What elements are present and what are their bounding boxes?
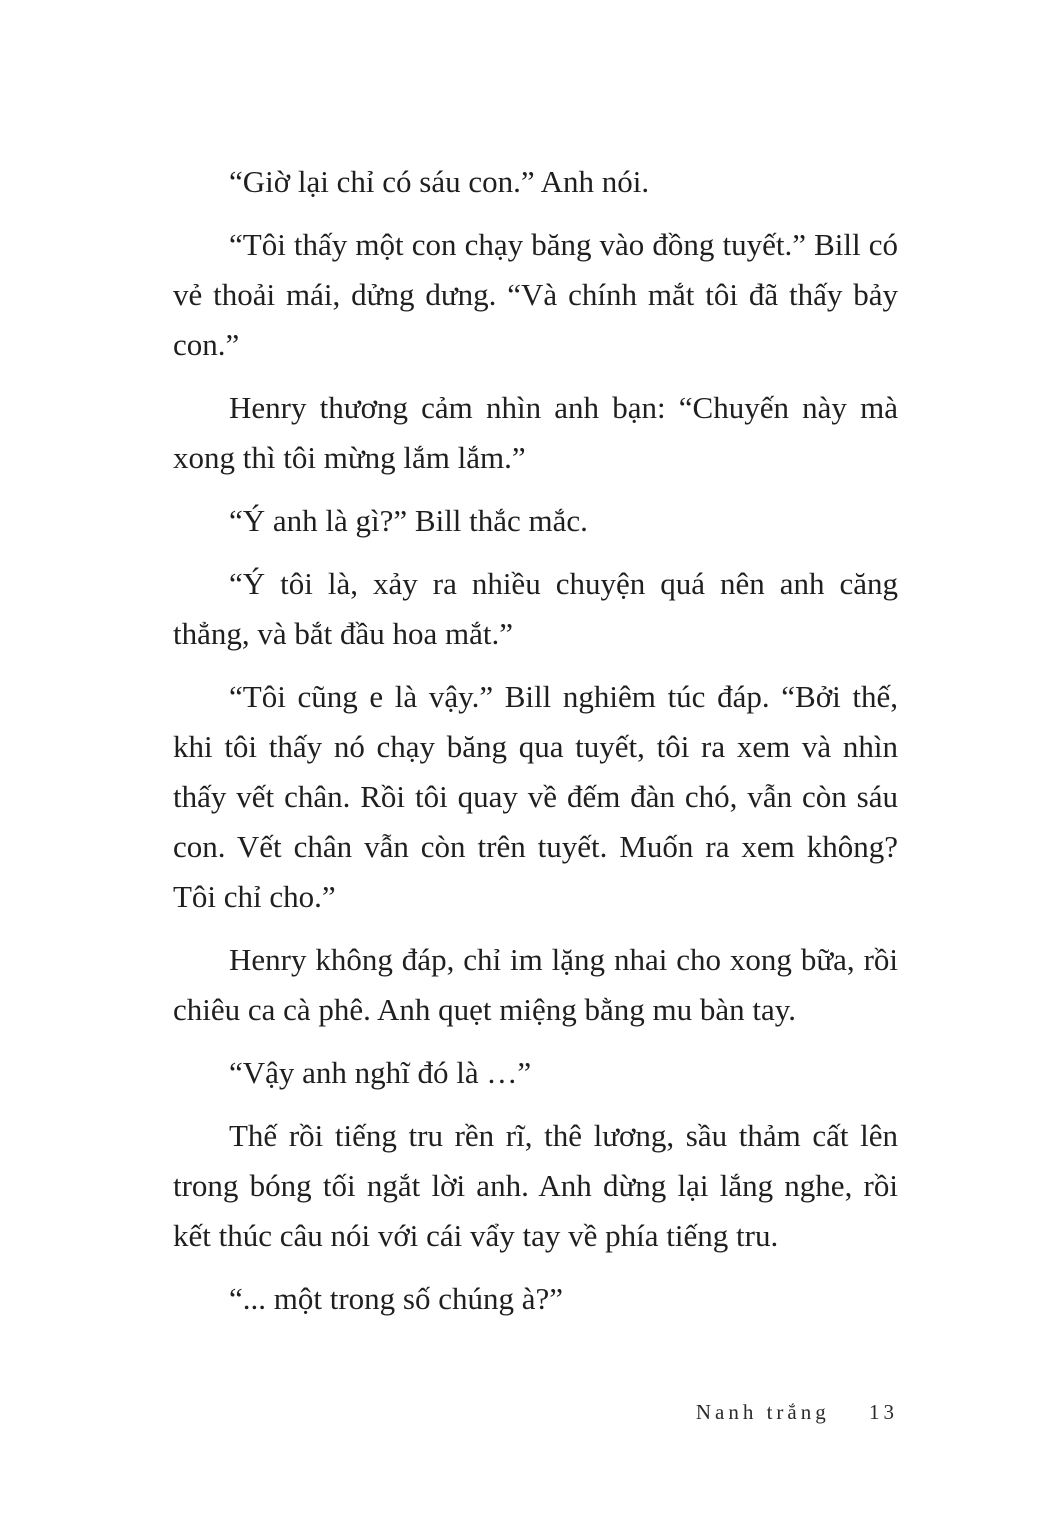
paragraph-3: Henry thương cảm nhìn anh bạn: “Chuyến này mà xong thì tôi mừng lắm lắm.” bbox=[173, 390, 898, 475]
page-number: 13 bbox=[869, 1400, 898, 1424]
paragraph-4: “Ý anh là gì?” Bill thắc mắc. bbox=[229, 503, 588, 538]
paragraph-6: “Tôi cũng e là vậy.” Bill nghiêm túc đáp. “Bởi thế, khi tôi thấy nó chạy băng qua tuyết, tôi ra xem và nhìn thấy vết chân. Rồi tôi quay về đếm đàn chó, vẫn còn sáu con. Vết chân vẫn còn trên tuyết. Muốn ra xem không? Tôi chỉ cho.” bbox=[173, 679, 898, 914]
paragraph-5: “Ý tôi là, xảy ra nhiều chuyện quá nên anh căng thẳng, và bắt đầu hoa mắt.” bbox=[173, 566, 898, 651]
body-text bbox=[173, 157, 898, 1337]
paragraph-2: “Tôi thấy một con chạy băng vào đồng tuyết.” Bill có vẻ thoải mái, dửng dưng. “Và chính mắt tôi đã thấy bảy con.” bbox=[173, 227, 898, 362]
paragraph-10: “... một trong số chúng à?” bbox=[229, 1281, 564, 1316]
paragraph-7: Henry không đáp, chỉ im lặng nhai cho xong bữa, rồi chiêu ca cà phê. Anh quẹt miệng bằng mu bàn tay. bbox=[173, 942, 898, 1027]
running-footer bbox=[696, 1400, 898, 1425]
paragraph-1: “Giờ lại chỉ có sáu con.” Anh nói. bbox=[229, 164, 650, 199]
paragraph-8: “Vậy anh nghĩ đó là …” bbox=[229, 1055, 532, 1090]
footer-book-title: Nanh trắng bbox=[695, 1400, 830, 1424]
paragraph-9: Thế rồi tiếng tru rền rĩ, thê lương, sầu thảm cất lên trong bóng tối ngắt lời anh. Anh dừng lại lắng nghe, rồi kết thúc câu nói với cái vẩy tay về phía tiếng tru. bbox=[173, 1118, 898, 1253]
